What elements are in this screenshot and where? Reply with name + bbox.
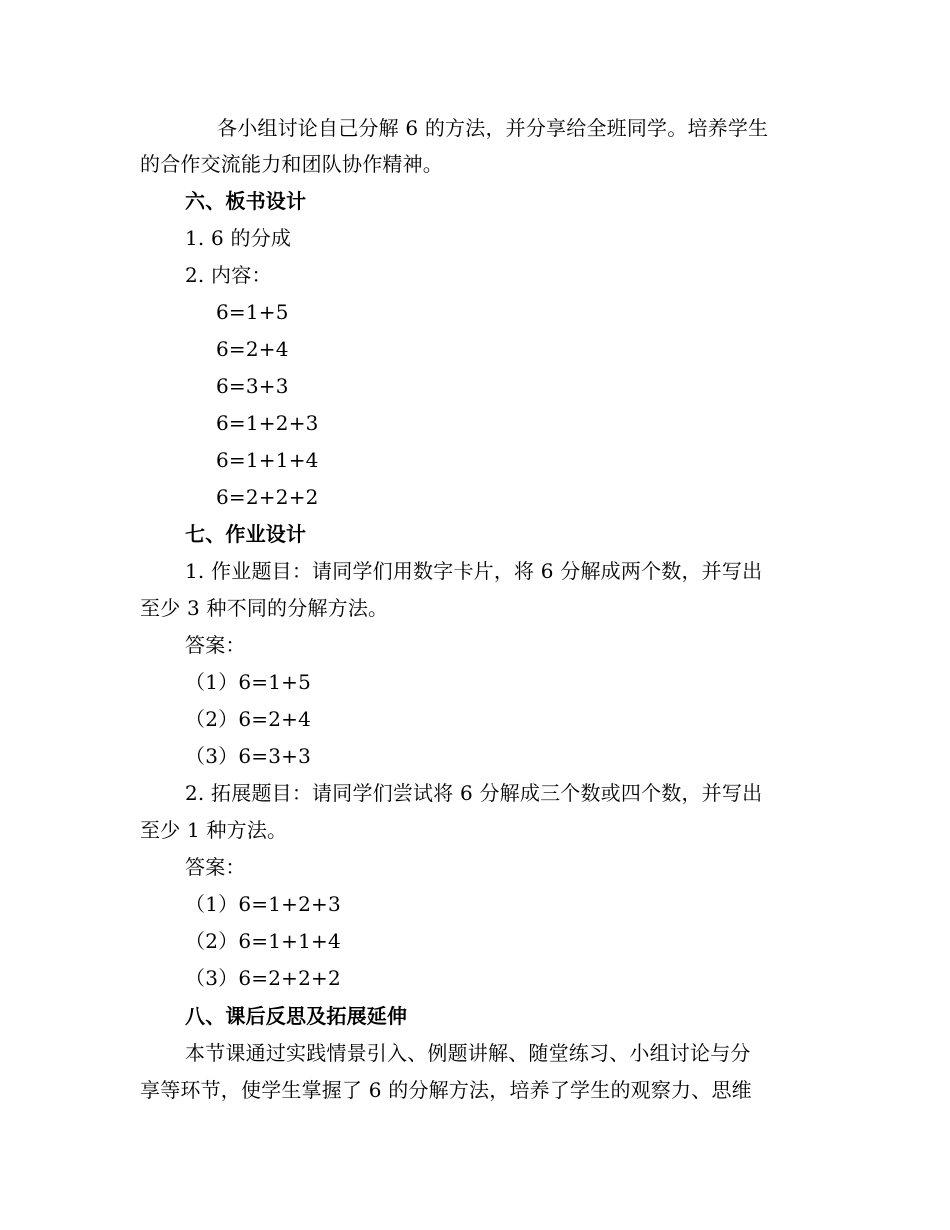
list-item: 2. 内容： bbox=[185, 263, 272, 287]
answer-label: 答案： bbox=[185, 633, 246, 657]
paragraph-line: 本节课通过实践情景引入、例题讲解、随堂练习、小组讨论与分 bbox=[185, 1041, 751, 1065]
paragraph-line: 1. 作业题目：请同学们用数字卡片，将 6 分解成两个数，并写出 bbox=[185, 559, 763, 583]
section-heading-reflection: 八、课后反思及拓展延伸 bbox=[185, 1004, 408, 1028]
equation-line: 6=2+4 bbox=[216, 337, 289, 361]
answer-label: 答案： bbox=[185, 855, 246, 879]
paragraph-line: 至少 3 种不同的分解方法。 bbox=[140, 596, 389, 620]
answer-line: （1）6=1+2+3 bbox=[185, 892, 341, 916]
paragraph-line: 的合作交流能力和团队协作精神。 bbox=[140, 152, 443, 176]
equation-line: 6=2+2+2 bbox=[216, 485, 319, 509]
equation-line: 6=1+1+4 bbox=[216, 448, 319, 472]
section-heading-homework-design: 七、作业设计 bbox=[185, 522, 307, 546]
paragraph-line: 享等环节，使学生掌握了 6 的分解方法，培养了学生的观察力、思维 bbox=[140, 1078, 752, 1102]
paragraph-line: 至少 1 种方法。 bbox=[140, 818, 288, 842]
answer-line: （3）6=2+2+2 bbox=[185, 966, 341, 990]
paragraph-line: 2. 拓展题目：请同学们尝试将 6 分解成三个数或四个数，并写出 bbox=[185, 781, 763, 805]
list-item: 1. 6 的分成 bbox=[185, 226, 292, 250]
answer-line: （3）6=3+3 bbox=[185, 744, 312, 768]
answer-line: （2）6=1+1+4 bbox=[185, 929, 341, 953]
equation-line: 6=1+5 bbox=[216, 300, 289, 324]
answer-line: （1）6=1+5 bbox=[185, 670, 312, 694]
paragraph-line: 各小组讨论自己分解 6 的方法，并分享给全班同学。培养学生 bbox=[217, 116, 769, 140]
answer-line: （2）6=2+4 bbox=[185, 707, 312, 731]
section-heading-board-design: 六、板书设计 bbox=[185, 189, 307, 213]
equation-line: 6=3+3 bbox=[216, 374, 289, 398]
equation-line: 6=1+2+3 bbox=[216, 411, 319, 435]
